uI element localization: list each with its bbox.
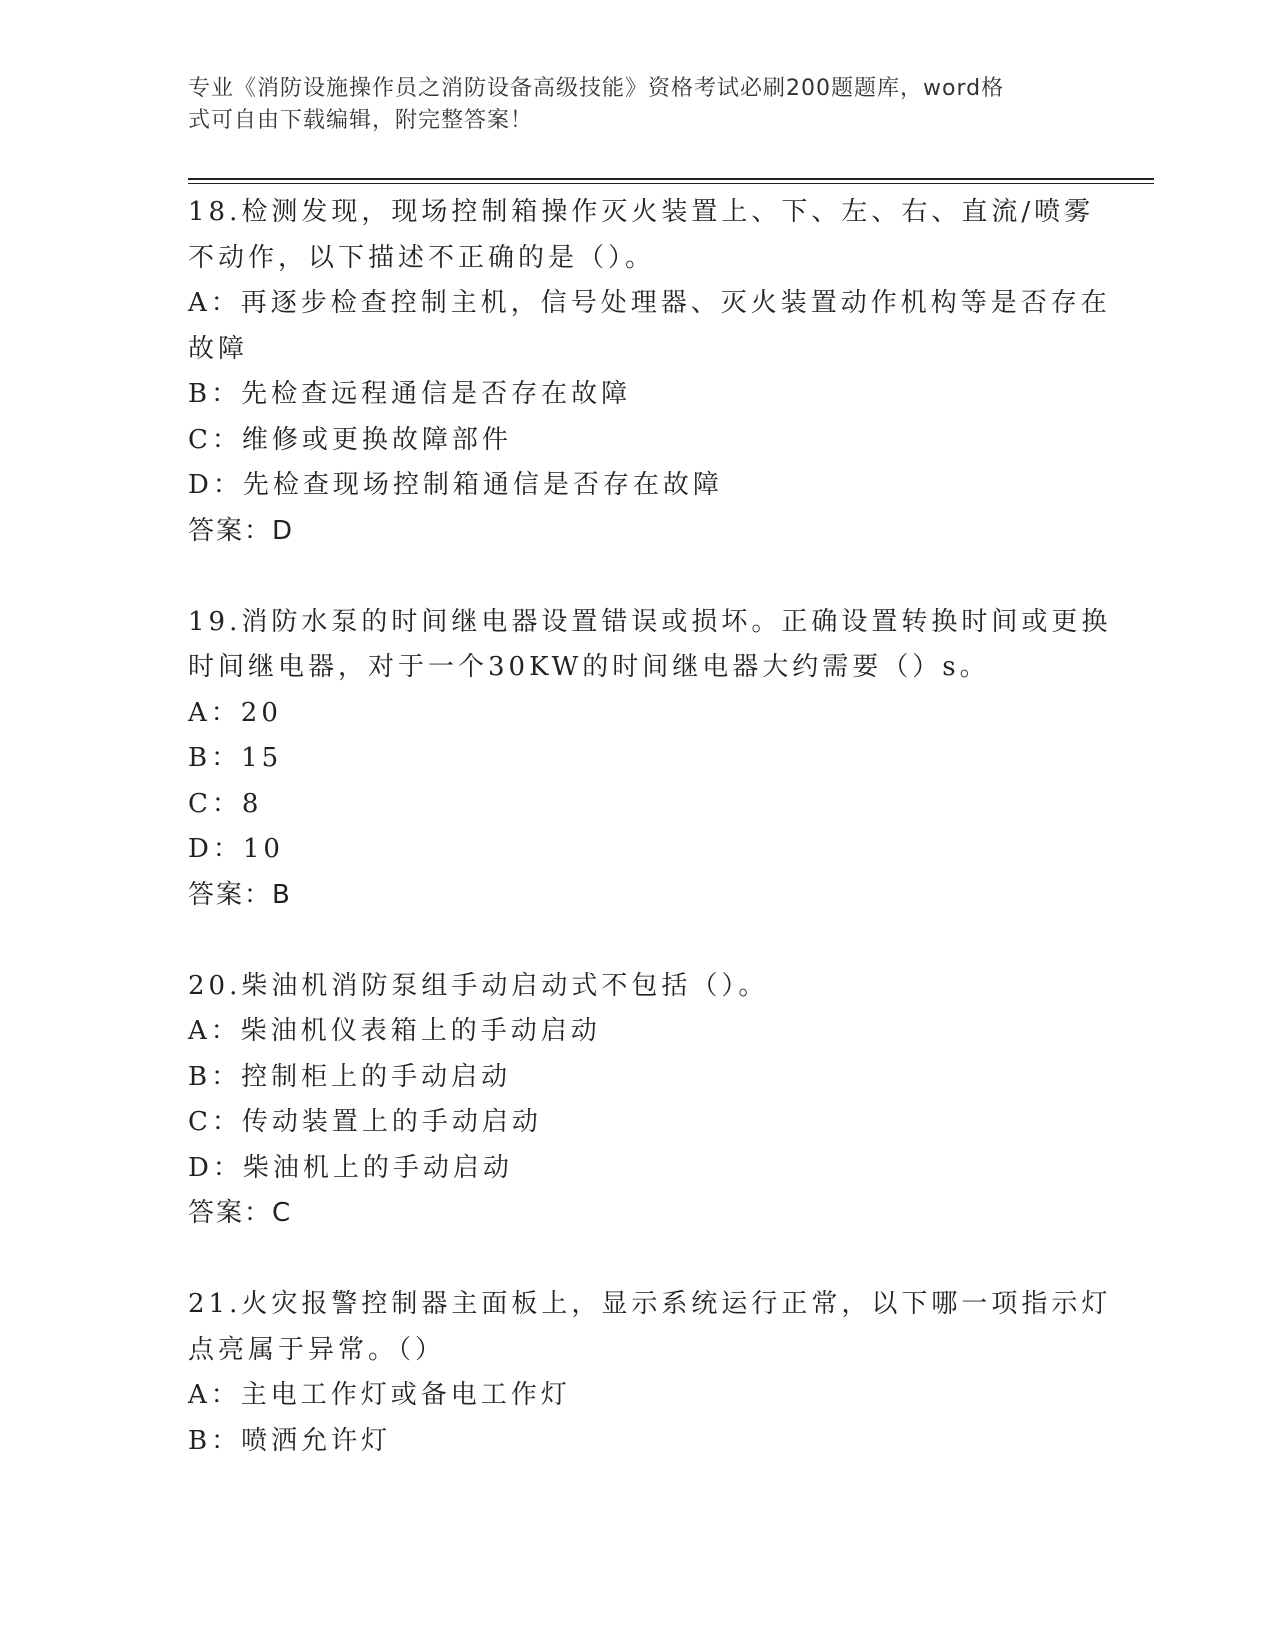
question-stem: 19.消防水泵的时间继电器设置错误或损坏。正确设置转换时间或更换 [188,606,1112,637]
question-19 [188,600,1112,919]
question-list [188,190,1112,1464]
header-line-2: 式可自由下载编辑，附完整答案！ [188,108,534,133]
option-a: A：再逐步检查控制主机，信号处理器、灭火装置动作机构等是否存在 [188,288,1111,318]
answer-key: 答案：C [188,1198,293,1228]
option-d: D：先检查现场控制箱通信是否存在故障 [188,470,723,500]
question-18 [188,190,1111,554]
header-divider-thick [188,178,1154,180]
header-divider-thin [188,183,1154,184]
option-d: D：柴油机上的手动启动 [188,1152,513,1183]
question-spacer [188,1237,1088,1283]
question-stem-continued: 点亮属于异常。（） [188,1334,446,1365]
document-header [188,73,1068,137]
option-a: A：柴油机仪表箱上的手动启动 [188,1016,601,1046]
answer-key: 答案：D [188,515,295,546]
option-b: B：控制柜上的手动启动 [188,1061,512,1092]
answer-key: 答案：B [188,879,292,910]
option-d: D：10 [188,834,284,864]
header-line-1: 专业《消防设施操作员之消防设备高级技能》资格考试必刷200题题库，word格 [188,76,1005,101]
option-b: B：喷洒允许灯 [188,1425,392,1456]
question-stem-continued: 时间继电器，对于一个30KW的时间继电器大约需要（）s。 [188,652,990,682]
question-20 [188,964,1088,1237]
option-c: C：传动装置上的手动启动 [188,1107,542,1137]
option-a-continued: 故障 [188,333,249,364]
option-b: B：先检查远程通信是否存在故障 [188,379,632,409]
question-21 [188,1282,1112,1464]
option-a: A：主电工作灯或备电工作灯 [188,1380,571,1410]
option-c: C：8 [188,788,263,819]
question-stem: 18.检测发现，现场控制箱操作灭火装置上、下、左、右、直流/喷雾 [188,197,1095,227]
question-spacer [188,918,1088,964]
question-stem-continued: 不动作，以下描述不正确的是（）。 [188,242,656,273]
question-spacer [188,554,1088,600]
question-stem: 20.柴油机消防泵组手动启动式不包括（）。 [188,970,769,1001]
option-b: B：15 [188,743,283,773]
question-stem: 21.火灾报警控制器主面板上，显示系统运行正常，以下哪一项指示灯 [188,1289,1112,1319]
option-a: A：20 [188,697,282,728]
option-c: C：维修或更换故障部件 [188,424,512,455]
